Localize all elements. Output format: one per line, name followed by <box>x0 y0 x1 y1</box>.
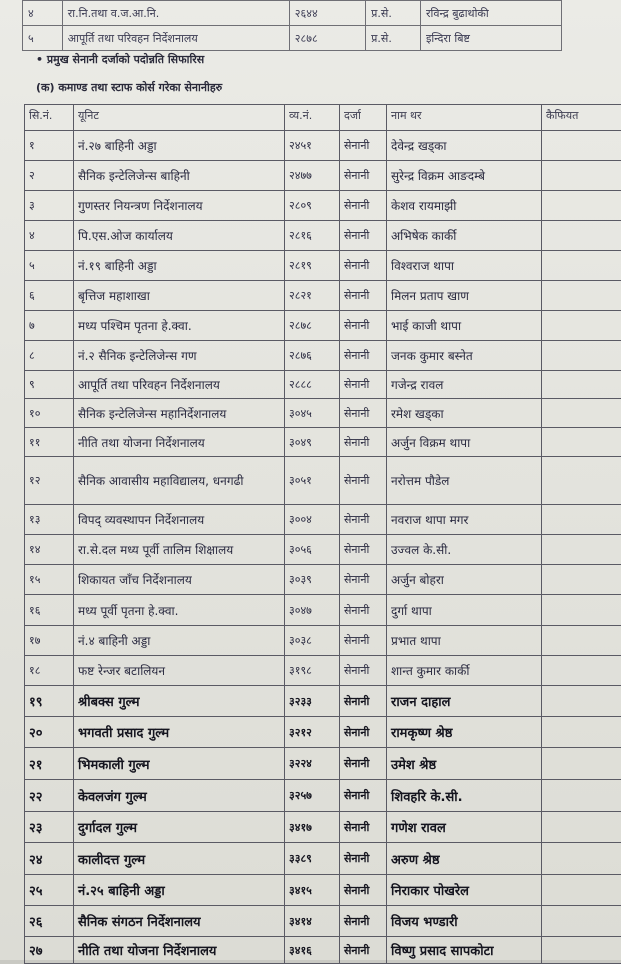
cell-rank: सेनानी <box>340 748 387 780</box>
cell-remarks <box>542 626 621 656</box>
cell-unit: नं.४ बाहिनी अड्डा <box>74 626 285 656</box>
cell-rank: सेनानी <box>340 780 387 812</box>
cell-rank: सेनानी <box>340 161 387 191</box>
cell-unit: रा.से.दल मध्य पूर्वी तालिम शिक्षालय <box>74 535 285 565</box>
cell-serial: ८ <box>25 341 74 371</box>
cell-remarks <box>542 428 621 457</box>
table-row <box>25 221 621 251</box>
cell-unit: मध्य पूर्वी पृतना हे.क्वा. <box>74 595 285 626</box>
cell-serial: १६ <box>25 595 74 626</box>
cell-name: गणेश रावल <box>387 812 542 843</box>
table-row <box>25 937 621 964</box>
cell-rank: सेनानी <box>340 311 387 341</box>
cell-personal-number: ३२३३ <box>285 686 340 717</box>
cell-serial: २५ <box>25 875 74 906</box>
section-heading: • प्रमुख सेनानी दर्जाको पदोन्नति सिफारिस <box>36 52 204 67</box>
cell-personal-number: ३०३९ <box>285 565 340 595</box>
cell-unit: पि.एस.ओज कार्यालय <box>74 221 285 251</box>
cell-name: शान्त कुमार कार्की <box>387 656 542 686</box>
cell-personal-number: २६४४ <box>289 1 365 26</box>
table-row <box>25 843 621 875</box>
header-serial: सि.नं. <box>25 105 74 131</box>
cell-rank: सेनानी <box>340 399 387 428</box>
cell-personal-number: ३२१२ <box>285 717 340 748</box>
cell-serial: ४ <box>25 221 74 251</box>
cell-unit: सैनिक आवासीय महाविद्यालय, धनगढी <box>74 457 285 505</box>
table-row <box>25 505 621 535</box>
cell-name: अर्जुन बोहरा <box>387 565 542 595</box>
cell-personal-number: २८१९ <box>285 251 340 281</box>
table-row <box>23 26 562 51</box>
cell-remarks <box>542 281 621 311</box>
cell-unit: सैनिक इन्टेलिजेन्स महानिर्देशनालय <box>74 399 285 428</box>
cell-rank: सेनानी <box>340 686 387 717</box>
cell-unit: आपूर्ति तथा परिवहन निर्देशनालय <box>62 26 289 51</box>
cell-name: निराकार पोखरेल <box>387 875 542 906</box>
cell-name: विश्वराज थापा <box>387 251 542 281</box>
table-row <box>25 748 621 780</box>
cell-personal-number: ३१९८ <box>285 656 340 686</box>
cell-unit: भगवती प्रसाद गुल्म <box>74 717 285 748</box>
cell-rank: सेनानी <box>340 371 387 399</box>
header-rank: दर्जा <box>340 105 387 131</box>
cell-personal-number: ३००४ <box>285 505 340 535</box>
cell-unit: मध्य पश्चिम पृतना हे.क्वा. <box>74 311 285 341</box>
table-row <box>25 311 621 341</box>
cell-unit: फष्ट रेन्जर बटालियन <box>74 656 285 686</box>
cell-unit: सैनिक इन्टेलिजेन्स बाहिनी <box>74 161 285 191</box>
cell-name: देवेन्द्र खड्का <box>387 131 542 161</box>
cell-personal-number: ३०४५ <box>285 399 340 428</box>
cell-name: अरुण श्रेष्ठ <box>387 843 542 875</box>
cell-personal-number: २८२१ <box>285 281 340 311</box>
cell-rank: सेनानी <box>340 341 387 371</box>
cell-rank: सेनानी <box>340 937 387 964</box>
cell-remarks <box>542 565 621 595</box>
cell-name: केशव रायमाझी <box>387 191 542 221</box>
table-row <box>25 341 621 371</box>
cell-serial: ५ <box>25 251 74 281</box>
cell-unit: नीति तथा योजना निर्देशनालय <box>74 428 285 457</box>
cell-serial: २२ <box>25 780 74 812</box>
cell-unit: शिकायत जाँच निर्देशनालय <box>74 565 285 595</box>
cell-remarks <box>542 161 621 191</box>
cell-serial: १४ <box>25 535 74 565</box>
cell-rank: सेनानी <box>340 843 387 875</box>
cell-rank: सेनानी <box>340 626 387 656</box>
cell-unit: रा.नि.तथा व.ज.आ.नि. <box>62 1 289 26</box>
cell-personal-number: ३०४९ <box>285 428 340 457</box>
cell-rank: सेनानी <box>340 428 387 457</box>
cell-rank: सेनानी <box>340 875 387 906</box>
cell-remarks <box>542 875 621 906</box>
table-row <box>25 595 621 626</box>
header-personal-number: व्य.नं. <box>285 105 340 131</box>
cell-serial: २० <box>25 717 74 748</box>
cell-rank: प्र.से. <box>366 1 421 26</box>
cell-serial: १८ <box>25 656 74 686</box>
cell-name: दुर्गा थापा <box>387 595 542 626</box>
cell-serial: २७ <box>25 937 74 964</box>
cell-remarks <box>542 311 621 341</box>
cell-remarks <box>542 656 621 686</box>
cell-name: अभिषेक कार्की <box>387 221 542 251</box>
table-row <box>25 428 621 457</box>
cell-remarks <box>542 399 621 428</box>
cell-serial: १९ <box>25 686 74 717</box>
cell-name: विजय भण्डारी <box>387 906 542 937</box>
cell-unit: बृत्तिज महाशाखा <box>74 281 285 311</box>
cell-serial: ३ <box>25 191 74 221</box>
cell-serial: १७ <box>25 626 74 656</box>
cell-serial: २१ <box>25 748 74 780</box>
cell-rank: सेनानी <box>340 906 387 937</box>
table-row <box>25 906 621 937</box>
cell-serial: १३ <box>25 505 74 535</box>
cell-personal-number: २८१६ <box>285 221 340 251</box>
cell-personal-number: ३०५१ <box>285 457 340 505</box>
cell-remarks <box>542 371 621 399</box>
header-name: नाम थर <box>387 105 542 131</box>
cell-name: रमेश खड्का <box>387 399 542 428</box>
cell-rank: सेनानी <box>340 281 387 311</box>
cell-remarks <box>542 686 621 717</box>
cell-personal-number: २४५१ <box>285 131 340 161</box>
cell-rank: सेनानी <box>340 221 387 251</box>
cell-personal-number: ३०५६ <box>285 535 340 565</box>
cell-remarks <box>542 341 621 371</box>
cell-serial: १० <box>25 399 74 428</box>
cell-serial: १ <box>25 131 74 161</box>
cell-remarks <box>542 131 621 161</box>
cell-unit: श्रीबक्स गुल्म <box>74 686 285 717</box>
cell-personal-number: ३२५७ <box>285 780 340 812</box>
cell-personal-number: २८७६ <box>285 341 340 371</box>
cell-serial: ५ <box>23 26 63 51</box>
cell-remarks <box>542 191 621 221</box>
cell-personal-number: ३४१६ <box>285 937 340 964</box>
subsection-heading: (क) कमाण्ड तथा स्टाफ कोर्स गरेका सेनानीहरु <box>36 80 222 95</box>
cell-name: रामकृष्ण श्रेष्ठ <box>387 717 542 748</box>
cell-rank: सेनानी <box>340 457 387 505</box>
cell-name: भाई काजी थापा <box>387 311 542 341</box>
cell-rank: सेनानी <box>340 656 387 686</box>
cell-remarks <box>542 780 621 812</box>
cell-personal-number: ३४१५ <box>285 875 340 906</box>
table-row <box>23 1 562 26</box>
cell-personal-number: २८७८ <box>289 26 365 51</box>
cell-personal-number: ३२२४ <box>285 748 340 780</box>
cell-name: उमेश श्रेष्ठ <box>387 748 542 780</box>
header-remarks: कैफियत <box>542 105 621 131</box>
cell-personal-number: ३४१४ <box>285 906 340 937</box>
cell-name: इन्दिरा बिष्ट <box>421 26 562 51</box>
table-row <box>25 626 621 656</box>
cell-remarks <box>542 251 621 281</box>
cell-rank: सेनानी <box>340 595 387 626</box>
table-row <box>25 535 621 565</box>
cell-serial: ११ <box>25 428 74 457</box>
table-row <box>25 131 621 161</box>
cell-remarks <box>542 457 621 505</box>
cell-rank: सेनानी <box>340 505 387 535</box>
cell-unit: दुर्गादल गुल्म <box>74 812 285 843</box>
table-row <box>25 656 621 686</box>
promotion-table <box>24 104 621 964</box>
cell-remarks <box>542 812 621 843</box>
cell-serial: ४ <box>23 1 63 26</box>
cell-unit: नं.२७ बाहिनी अड्डा <box>74 131 285 161</box>
table-row <box>25 371 621 399</box>
cell-unit: भिमकाली गुल्म <box>74 748 285 780</box>
cell-name: अर्जुन विक्रम थापा <box>387 428 542 457</box>
cell-serial: १२ <box>25 457 74 505</box>
cell-unit: केवलजंग गुल्म <box>74 780 285 812</box>
cell-rank: प्र.से. <box>366 26 421 51</box>
cell-name: सुरेन्द्र विक्रम आङदम्बे <box>387 161 542 191</box>
cell-serial: २ <box>25 161 74 191</box>
cell-name: मिलन प्रताप खाण <box>387 281 542 311</box>
table-row <box>25 457 621 505</box>
cell-remarks <box>542 717 621 748</box>
table-row <box>25 191 621 221</box>
cell-rank: सेनानी <box>340 191 387 221</box>
cell-name: नवराज थापा मगर <box>387 505 542 535</box>
cell-unit: सैनिक संगठन निर्देशनालय <box>74 906 285 937</box>
cell-serial: १५ <box>25 565 74 595</box>
cell-personal-number: ३४१७ <box>285 812 340 843</box>
cell-name: गजेन्द्र रावल <box>387 371 542 399</box>
cell-personal-number: ३०३८ <box>285 626 340 656</box>
cell-serial: ९ <box>25 371 74 399</box>
cell-remarks <box>542 221 621 251</box>
cell-remarks <box>542 748 621 780</box>
cell-rank: सेनानी <box>340 717 387 748</box>
cell-remarks <box>542 505 621 535</box>
table-row <box>25 565 621 595</box>
cell-serial: २४ <box>25 843 74 875</box>
cell-unit: विपद् व्यवस्थापन निर्देशनालय <box>74 505 285 535</box>
cell-name: नरोत्तम पौडेल <box>387 457 542 505</box>
table-header-row <box>25 105 621 131</box>
table-row <box>25 717 621 748</box>
cell-personal-number: २८०९ <box>285 191 340 221</box>
cell-remarks <box>542 595 621 626</box>
header-unit: यूनिट <box>74 105 285 131</box>
cell-unit: आपूर्ति तथा परिवहन निर्देशनालय <box>74 371 285 399</box>
cell-personal-number: २४७७ <box>285 161 340 191</box>
cell-unit: नीति तथा योजना निर्देशनालय <box>74 937 285 964</box>
cell-remarks <box>542 843 621 875</box>
cell-unit: नं.१९ बाहिनी अड्डा <box>74 251 285 281</box>
table-row <box>25 161 621 191</box>
cell-rank: सेनानी <box>340 131 387 161</box>
table-row <box>25 281 621 311</box>
cell-name: रविन्द्र बुढाथोकी <box>421 1 562 26</box>
cell-personal-number: ३०४७ <box>285 595 340 626</box>
table-row <box>25 686 621 717</box>
cell-rank: सेनानी <box>340 535 387 565</box>
cell-serial: ७ <box>25 311 74 341</box>
cell-unit: नं.२ सैनिक इन्टेलिजेन्स गण <box>74 341 285 371</box>
cell-serial: ६ <box>25 281 74 311</box>
cell-remarks <box>542 937 621 964</box>
cell-personal-number: २८७८ <box>285 311 340 341</box>
previous-list-table <box>22 0 562 51</box>
cell-personal-number: ३३८९ <box>285 843 340 875</box>
cell-serial: २३ <box>25 812 74 843</box>
table-row <box>25 875 621 906</box>
cell-name: प्रभात थापा <box>387 626 542 656</box>
cell-rank: सेनानी <box>340 812 387 843</box>
cell-remarks <box>542 535 621 565</box>
cell-name: शिवहरि के.सी. <box>387 780 542 812</box>
table-row <box>25 812 621 843</box>
cell-personal-number: २८८८ <box>285 371 340 399</box>
cell-name: उज्वल के.सी. <box>387 535 542 565</box>
table-row <box>25 399 621 428</box>
cell-name: राजन दाहाल <box>387 686 542 717</box>
cell-name: विष्णु प्रसाद सापकोटा <box>387 937 542 964</box>
cell-name: जनक कुमार बस्नेत <box>387 341 542 371</box>
cell-rank: सेनानी <box>340 251 387 281</box>
cell-rank: सेनानी <box>340 565 387 595</box>
cell-remarks <box>542 906 621 937</box>
cell-unit: नं.२५ बाहिनी अड्डा <box>74 875 285 906</box>
cell-unit: कालीदत्त गुल्म <box>74 843 285 875</box>
table-row <box>25 780 621 812</box>
table-row <box>25 251 621 281</box>
cell-serial: २६ <box>25 906 74 937</box>
cell-unit: गुणस्तर नियन्त्रण निर्देशनालय <box>74 191 285 221</box>
